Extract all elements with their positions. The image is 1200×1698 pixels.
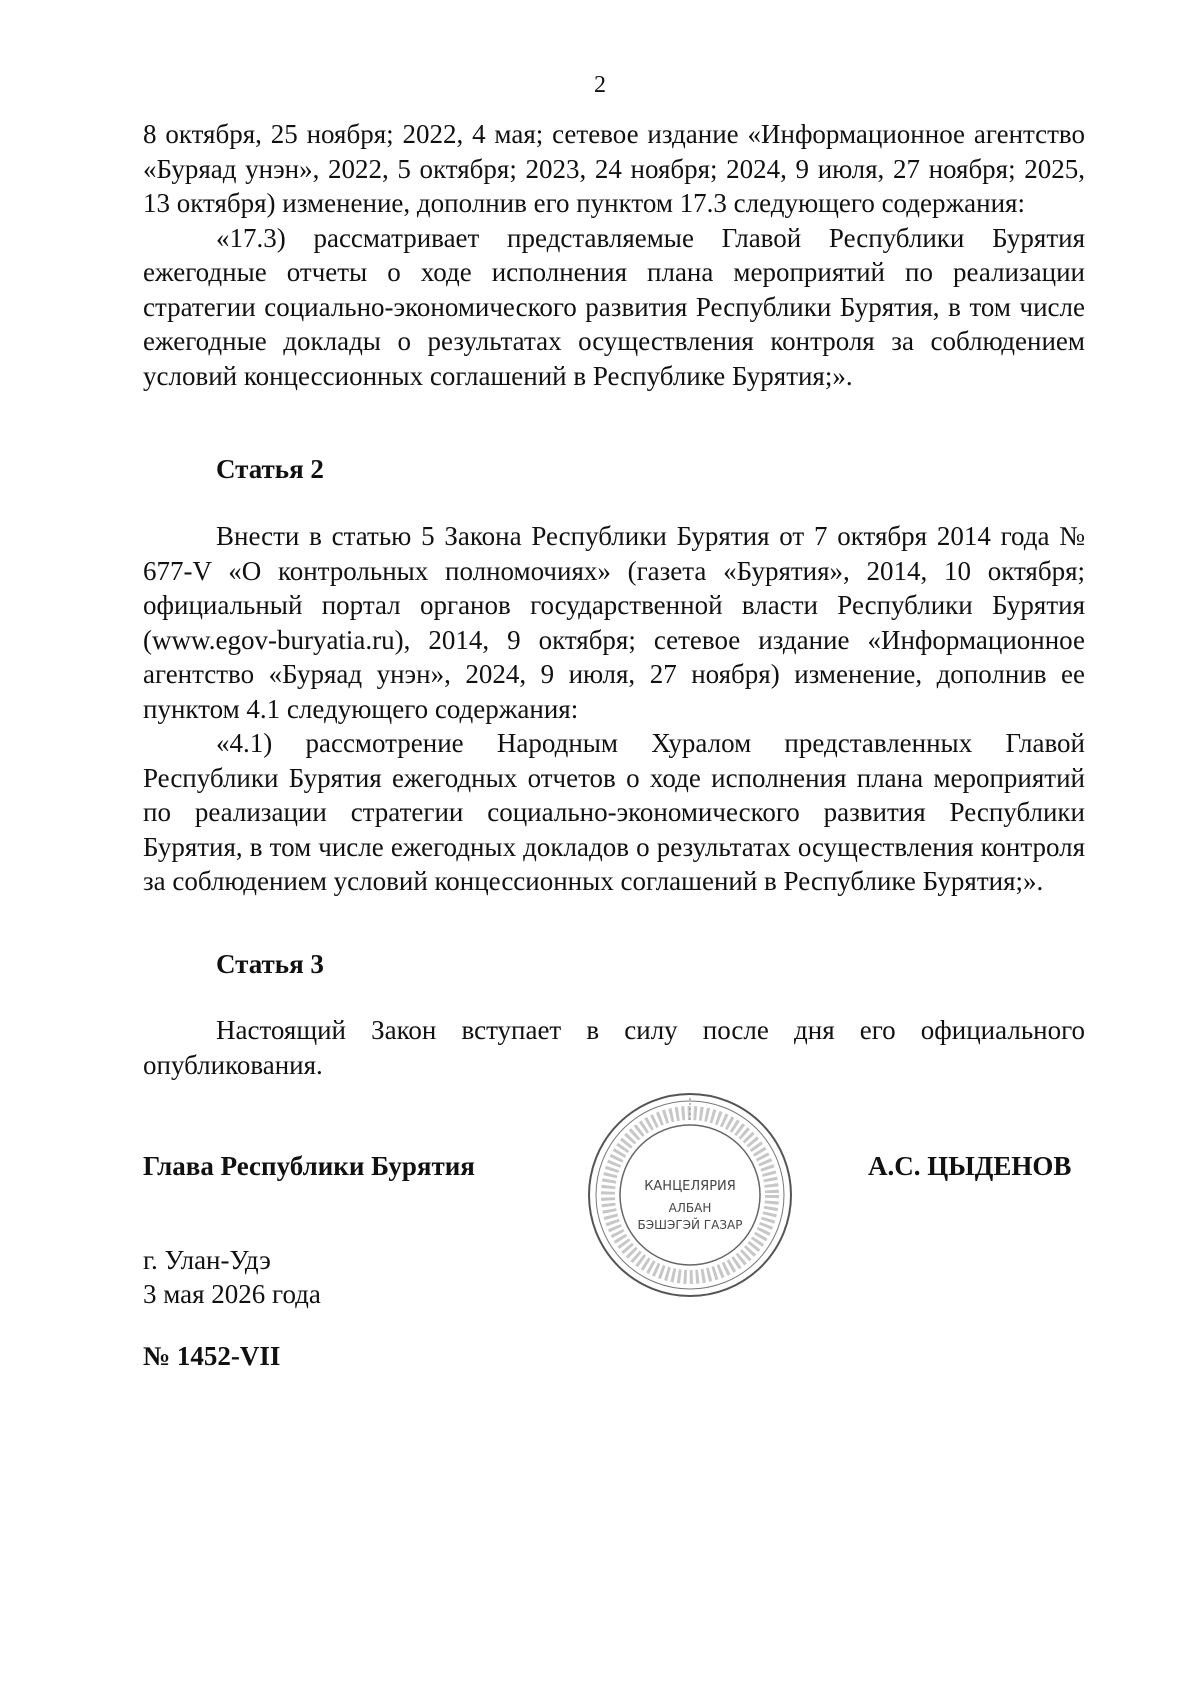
article-2-text: Внести в статью 5 Закона Республики Бурятия от 7 октября 2014 года № 677-V «О контрольных полномочиях» (газета «Бурятия», 2014, 10 октября; официальный портал органов государственной власти Республики Бурятия (www.egov-buryatia.ru), 2014, 9 октября; сетевое издание «Информационное агентство «Буряад унэн», 2024, 9 июля, 27 ноября) изменение, дополнив ее пунктом 4.1 следующего содержания: (143, 521, 1085, 724)
seal-line-2: АЛБАН (668, 1201, 712, 1215)
signatory-title: Глава Республики Бурятия (143, 1151, 475, 1181)
article-3-body (143, 1013, 1085, 1082)
intro-section (143, 117, 1085, 393)
intro-quote: «17.3) рассматривает представляемые Главой Республики Бурятия ежегодные отчеты о ходе исполнения плана мероприятий по реализации стратегии социально-экономического развития Республики Бурятия, в том числе ежегодные доклады о результатах осуществления контроля за соблюдением условий концессионных соглашений в Республике Бурятия;». (143, 222, 1085, 391)
law-number: № 1452-VII (143, 1341, 281, 1371)
seal-line-1: КАНЦЕЛЯРИЯ (644, 1179, 736, 1194)
article-3-heading: Статья 3 (216, 949, 324, 979)
intro-continuation: 8 октября, 25 ноября; 2022, 4 мая; сетевое издание «Информационное агентство «Буряад унэн», 2022, 5 октября; 2023, 24 ноября; 2024, 9 июля, 27 ноября; 2025, 13 октября) изменение, дополнив его пунктом 17.3 следующего содержания: (143, 119, 1085, 218)
article-2-quote: «4.1) рассмотрение Народным Хуралом представленных Главой Республики Бурятия ежегодных отчетов о ходе исполнения плана мероприятий по реализации стратегии социально-экономического развития Республики Бурятия, в том числе ежегодных докладов о результатах осуществления контроля за соблюдением условий концессионных соглашений в Республике Бурятия;». (143, 728, 1085, 896)
signatory-name: А.С. ЦЫДЕНОВ (868, 1151, 1072, 1181)
place: г. Улан-Удэ (143, 1245, 271, 1275)
date: 3 мая 2026 года (143, 1279, 321, 1309)
article-3-text: Настоящий Закон вступает в силу после дня его официального опубликования. (143, 1015, 1085, 1080)
article-2-body (143, 519, 1085, 899)
article-2-heading: Статья 2 (216, 454, 324, 484)
place-date-block (143, 1243, 321, 1311)
seal-line-3: БЭШЭГЭЙ ГАЗАР (637, 1218, 743, 1232)
official-seal (585, 1090, 795, 1300)
page-number: 2 (594, 72, 606, 98)
